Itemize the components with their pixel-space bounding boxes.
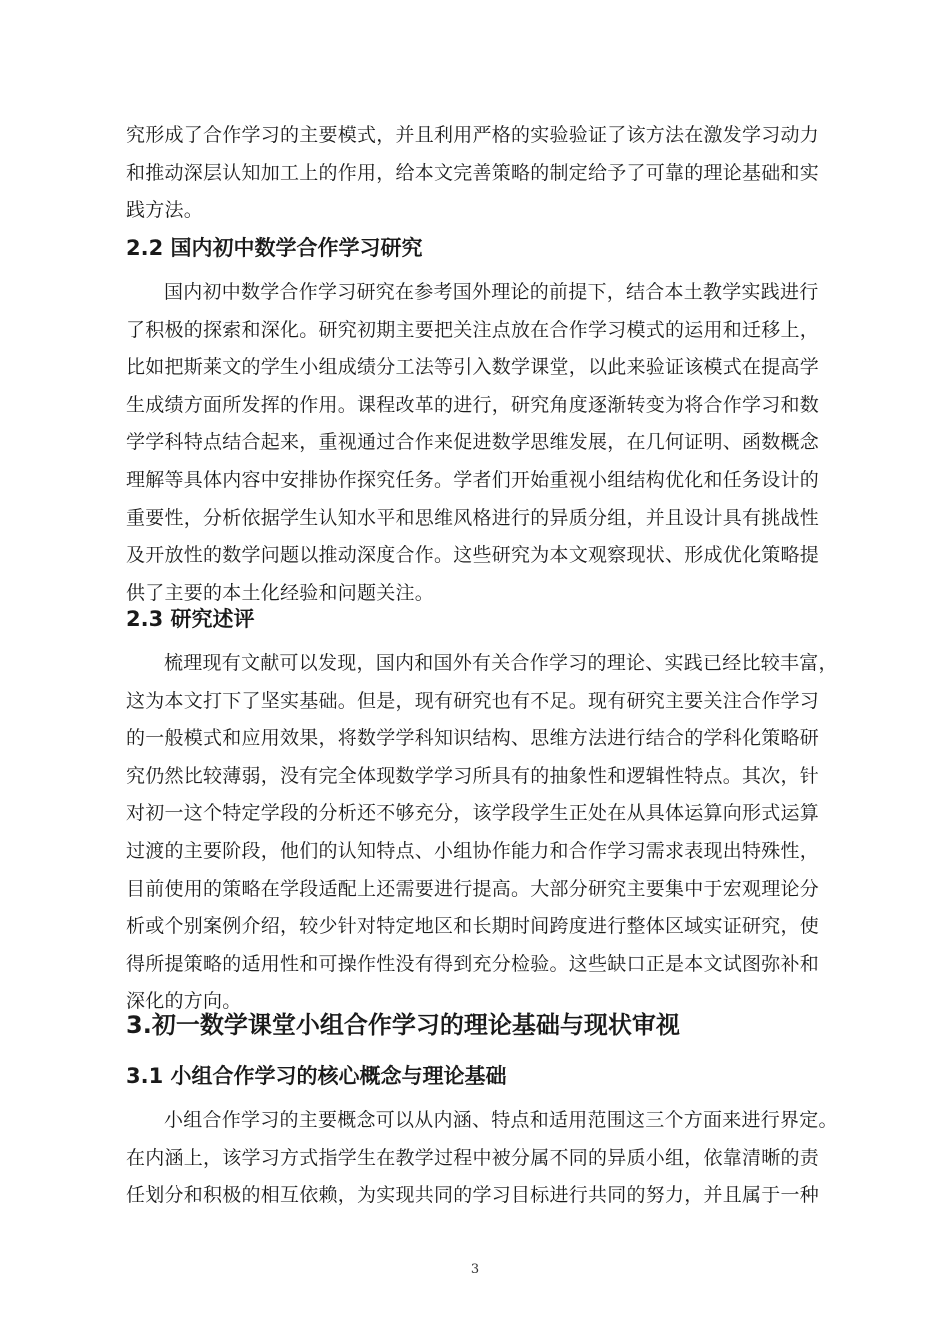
text-line: 究仍然比较薄弱，没有完全体现数学学习所具有的抽象性和逻辑性特点。其次，针 xyxy=(126,764,820,787)
intro-paragraph xyxy=(126,117,826,230)
text-line: 究形成了合作学习的主要模式，并且利用严格的实验验证了该方法在激发学习动力 xyxy=(126,124,820,146)
text-line: 的一般模式和应用效果，将数学学科知识结构、思维方法进行结合的学科化策略研 xyxy=(126,727,820,750)
text-line: 任划分和积极的相互依赖，为实现共同的学习目标进行共同的努力，并且属于一种 xyxy=(126,1184,820,1207)
text-line: 深化的方向。 xyxy=(126,990,242,1013)
text-line: 供了主要的本土化经验和问题关注。 xyxy=(126,581,435,604)
section-2-2-paragraph xyxy=(126,274,826,612)
text-line: 学学科特点结合起来，重视通过合作来促进数学思维发展，在几何证明、函数概念 xyxy=(126,431,820,454)
text-line: 析或个别案例介绍，较少针对特定地区和长期时间跨度进行整体区域实证研究，使 xyxy=(126,915,820,938)
text-line: 梳理现有文献可以发现，国内和国外有关合作学习的理论、实践已经比较丰富， xyxy=(164,652,838,674)
section-heading-2-2: 2.2 国内初中数学合作学习研究 xyxy=(126,236,423,260)
section-heading-3-1: 3.1 小组合作学习的核心概念与理论基础 xyxy=(126,1064,507,1088)
chapter-heading-3: 3.初一数学课堂小组合作学习的理论基础与现状审视 xyxy=(126,1011,680,1039)
text-line: 小组合作学习的主要概念可以从内涵、特点和适用范围这三个方面来进行界定。 xyxy=(164,1109,838,1131)
section-3-1-paragraph xyxy=(126,1102,838,1215)
text-line: 了积极的探索和深化。研究初期主要把关注点放在合作学习模式的运用和迁移上， xyxy=(126,318,820,341)
text-line: 在内涵上，该学习方式指学生在教学过程中被分属不同的异质小组，依靠清晰的责 xyxy=(126,1146,820,1169)
text-line: 和推动深层认知加工上的作用，给本文完善策略的制定给予了可靠的理论基础和实 xyxy=(126,161,820,184)
text-line: 国内初中数学合作学习研究在参考国外理论的前提下，结合本土教学实践进行 xyxy=(164,281,819,303)
page-number: 3 xyxy=(470,1262,480,1277)
text-line: 理解等具体内容中安排协作探究任务。学者们开始重视小组结构优化和任务设计的 xyxy=(126,468,820,491)
text-line: 比如把斯莱文的学生小组成绩分工法等引入数学课堂，以此来验证该模式在提高学 xyxy=(126,356,820,379)
text-line: 对初一这个特定学段的分析还不够充分，该学段学生正处在从具体运算向形式运算 xyxy=(126,802,820,825)
text-line: 得所提策略的适用性和可操作性没有得到充分检验。这些缺口正是本文试图弥补和 xyxy=(126,952,820,975)
text-line: 这为本文打下了坚实基础。但是，现有研究也有不足。现有研究主要关注合作学习 xyxy=(126,689,820,712)
text-line: 重要性，分析依据学生认知水平和思维风格进行的异质分组，并且设计具有挑战性 xyxy=(126,506,820,529)
text-line: 及开放性的数学问题以推动深度合作。这些研究为本文观察现状、形成优化策略提 xyxy=(126,544,820,567)
section-heading-2-3: 2.3 研究述评 xyxy=(126,607,255,631)
text-line: 过渡的主要阶段，他们的认知特点、小组协作能力和合作学习需求表现出特殊性， xyxy=(126,839,820,862)
section-2-3-paragraph xyxy=(126,645,838,1021)
text-line: 生成绩方面所发挥的作用。课程改革的进行，研究角度逐渐转变为将合作学习和数 xyxy=(126,393,820,416)
text-line: 践方法。 xyxy=(126,199,204,222)
text-line: 目前使用的策略在学段适配上还需要进行提高。大部分研究主要集中于宏观理论分 xyxy=(126,877,820,900)
